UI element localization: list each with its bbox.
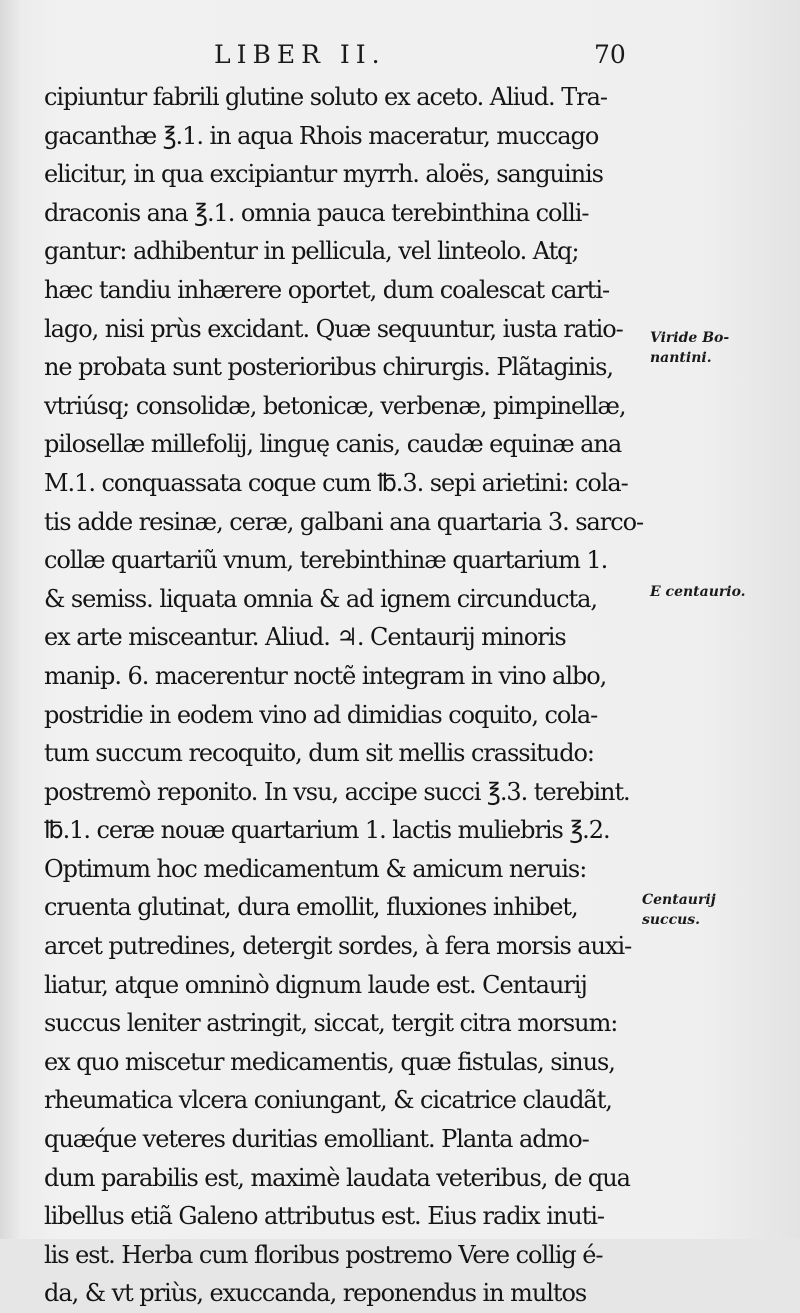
text-line: lis est. Herba cum floribus postremo Vere collig é- (44, 1240, 603, 1269)
text-line: cipiuntur fabrili glutine soluto ex aceto. Aliud. Tra- (44, 83, 607, 111)
text-line: arcet putredines, detergit sordes, à fera morsis auxi- (44, 932, 632, 961)
text-line: quæq́ue veteres duritias emolliant. Planta admo- (44, 1125, 589, 1154)
text-line: postridie in eodem vino ad dimidias coquito, cola- (44, 700, 598, 729)
margin-note-line: Viride Bo- (650, 330, 730, 346)
margin-note-centaurij-succus (642, 890, 716, 930)
page-number: 70 (594, 40, 626, 69)
text-line: postremò reponito. In vsu, accipe succi ℥.3. terebint. (44, 777, 630, 806)
text-line: draconis ana ℥.1. omnia pauca terebinthina colli- (44, 198, 589, 227)
text-line: collæ quartariũ vnum, terebinthinæ quartarium 1. (44, 546, 608, 575)
text-line: pilosellæ millefolij, linguę canis, caudæ equinæ ana (44, 430, 622, 459)
text-line: gantur: adhibentur in pellicula, vel linteolo. Atq; (44, 237, 579, 266)
text-line: libellus etiã Galeno attributus est. Eius radix inuti- (44, 1202, 604, 1231)
text-line: M.1. conquassata coque cum ℔.3. sepi arietini: cola- (44, 468, 628, 497)
text-line: succus leniter astringit, siccat, tergit citra morsum: (44, 1009, 618, 1038)
body-text (44, 78, 664, 1313)
text-line: elicitur, in qua excipiantur myrrh. aloës, sanguinis (44, 160, 603, 189)
text-line: manip. 6. macerentur noctẽ integram in vino albo, (44, 661, 607, 690)
running-head: LIBER II. (214, 40, 386, 69)
margin-note-line: nantini. (650, 350, 712, 366)
text-line: & semiss. liquata omnia & ad ignem circunducta, (44, 584, 597, 613)
text-line: liatur, atque omninò dignum laude est. Centaurij (44, 970, 587, 999)
text-line: ex arte misceantur. Aliud. ♃. Centaurij minoris (44, 623, 566, 652)
margin-note-e-centaurio (650, 582, 746, 602)
text-line: tum succum recoquito, dum sit mellis crassitudo: (44, 739, 594, 768)
text-line: da, & vt priùs, exuccanda, reponendus in multos (44, 1279, 587, 1308)
text-line: hæc tandiu inhærere oportet, dum coalescat carti- (44, 275, 610, 304)
margin-note-line: succus. (642, 912, 701, 928)
margin-note-line: Centaurij (642, 892, 716, 908)
text-line: dum parabilis est, maximè laudata veteribus, de qua (44, 1163, 630, 1192)
margin-notes (642, 0, 800, 1239)
text-line: Optimum hoc medicamentum & amicum neruis: (44, 854, 587, 883)
text-line: tis adde resinæ, ceræ, galbani ana quartaria 3. sarco- (44, 507, 644, 536)
text-line: ex quo miscetur medicamentis, quæ fistulas, sinus, (44, 1047, 615, 1076)
text-line: rheumatica vlcera coniungant, & cicatrice claudãt, (44, 1086, 612, 1115)
margin-note-viride-bonantini (650, 328, 729, 368)
text-line: ℔.1. ceræ nouæ quartarium 1. lactis muliebris ℥.2. (44, 816, 610, 845)
text-line: cruenta glutinat, dura emollit, fluxiones inhibet, (44, 893, 578, 922)
text-line: vtriúsq; consolidæ, betonicæ, verbenæ, pimpinellæ, (44, 391, 626, 420)
margin-note-line: E centaurio. (650, 584, 746, 600)
text-line: lago, nisi prùs excidant. Quæ sequuntur, iusta ratio- (44, 314, 623, 343)
text-line: gacanthæ ℥.1. in aqua Rhois maceratur, muccago (44, 121, 599, 150)
text-line: ne probata sunt posterioribus chirurgis. Plãtaginis, (44, 353, 614, 382)
